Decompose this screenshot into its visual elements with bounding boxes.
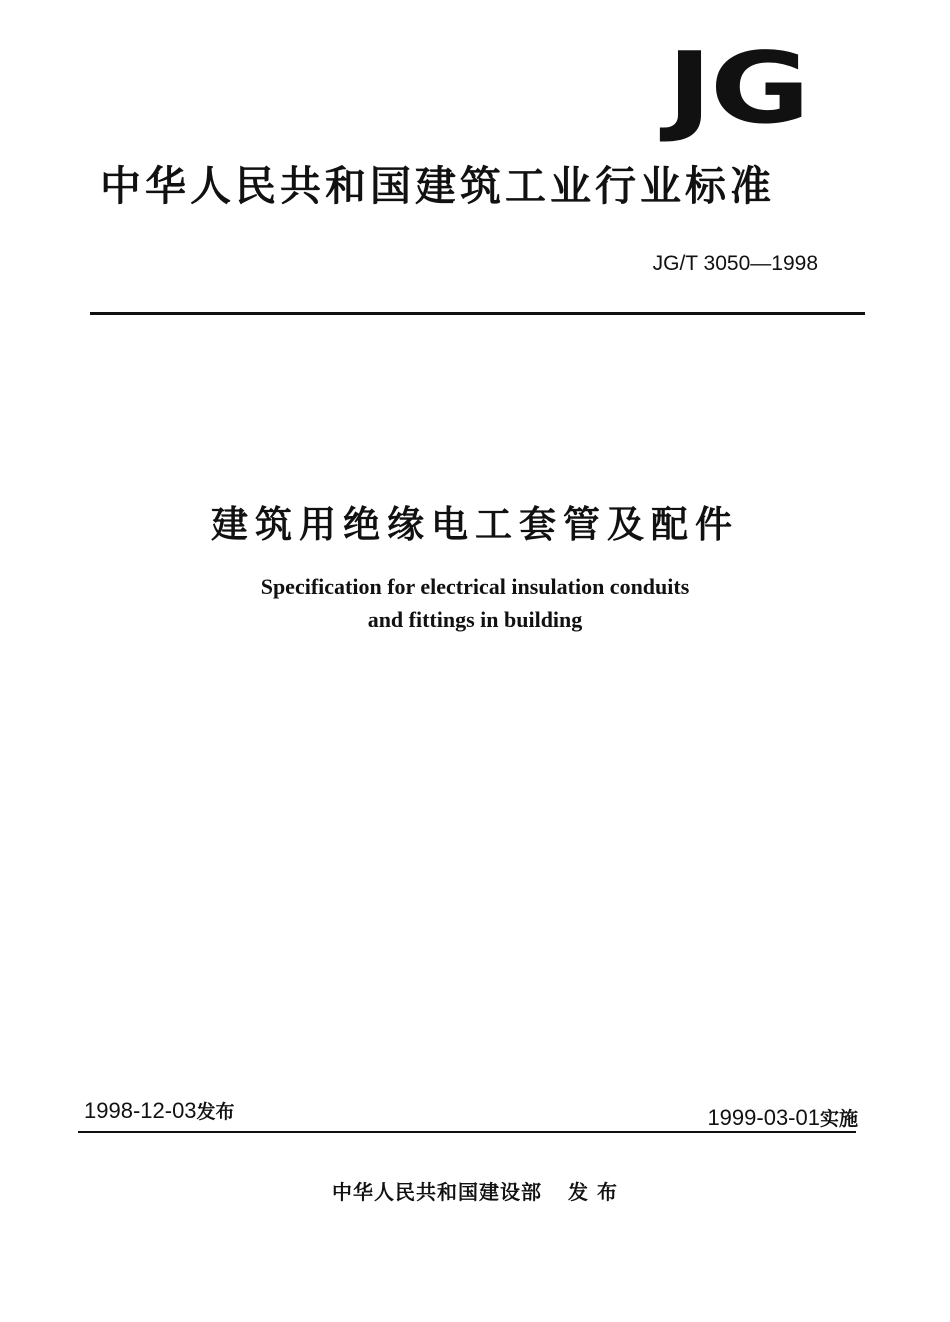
- issue-date: [84, 1097, 235, 1124]
- implementation-date: [707, 1104, 858, 1131]
- publisher-name: 中华人民共和国建设部: [332, 1180, 543, 1204]
- header-divider: [90, 312, 865, 315]
- implementation-date-value: 1999-03-01: [707, 1105, 820, 1130]
- standard-category-title: 中华人民共和国建筑工业行业标准: [100, 162, 775, 210]
- document-title-english-line2: and fittings in building: [367, 607, 583, 632]
- issue-date-value: 1998-12-03: [84, 1098, 197, 1123]
- publish-label: 发 布: [568, 1180, 618, 1204]
- implementation-date-label: 实施: [819, 1108, 858, 1130]
- issue-date-label: 发布: [196, 1101, 235, 1123]
- standard-code: JG/T 3050—1998: [652, 252, 818, 275]
- publisher-line: [0, 1176, 950, 1205]
- document-title-chinese: 建筑用绝缘电工套管及配件: [211, 503, 739, 546]
- footer-divider: [78, 1131, 856, 1133]
- jg-logo: JG: [666, 32, 808, 146]
- document-title-english-line1: Specification for electrical insulation conduits: [260, 574, 690, 599]
